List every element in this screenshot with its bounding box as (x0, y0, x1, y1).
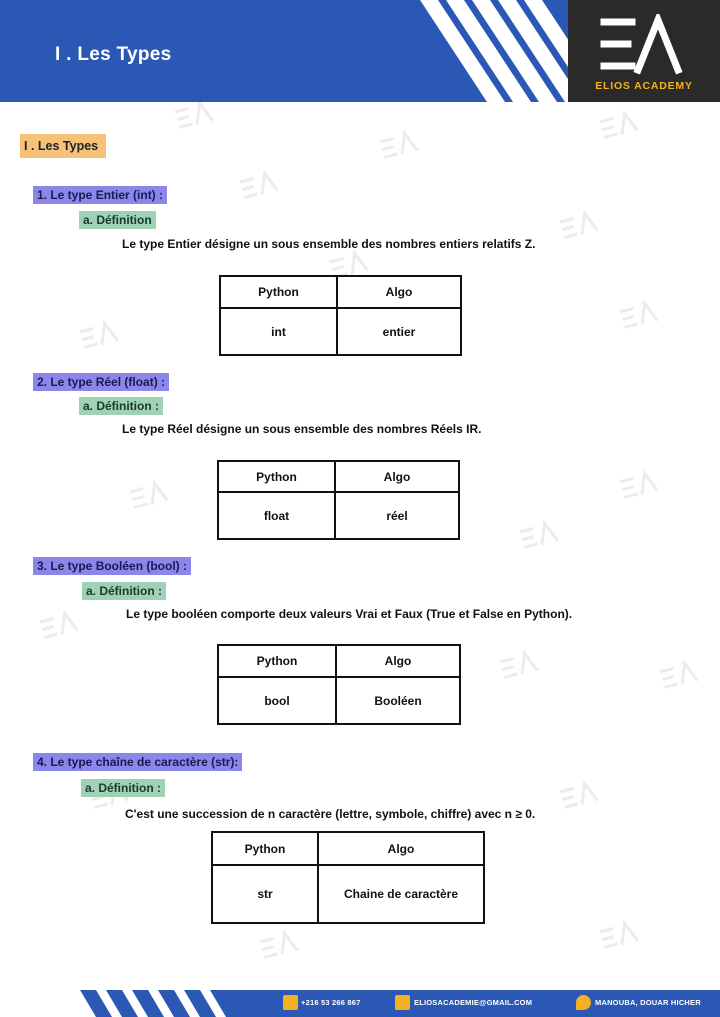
type-heading-bool: 3. Le type Booléen (bool) : (33, 557, 191, 575)
definition-label-float: a. Définition : (79, 397, 163, 415)
location-pin-icon (576, 995, 591, 1010)
page-title: I . Les Types (55, 44, 172, 65)
table-header-python: Python (220, 276, 337, 308)
brand-name: ELIOS ACADEMY (595, 80, 693, 92)
type-heading-str: 4. Le type chaîne de caractère (str): (33, 753, 242, 771)
table-cell-python: str (212, 865, 318, 923)
definition-label-int: a. Définition (79, 211, 156, 229)
mail-icon (395, 995, 410, 1010)
type-table-bool (217, 644, 461, 725)
type-table-float (217, 460, 460, 540)
table-cell-python: int (220, 308, 337, 355)
type-heading-float: 2. Le type Réel (float) : (33, 373, 169, 391)
definition-label-bool: a. Définition : (82, 582, 166, 600)
table-header-python: Python (218, 645, 336, 677)
footer-address: MANOUBA, DOUAR HICHER (595, 998, 701, 1007)
footer-stripe-area (0, 990, 280, 1017)
footer-stripes (0, 990, 280, 1017)
definition-label-str: a. Définition : (81, 779, 165, 797)
definition-text-str: C'est une succession de n caractère (lettre, symbole, chiffre) avec n ≥ 0. (125, 807, 536, 821)
phone-icon (283, 995, 298, 1010)
table-cell-python: float (218, 492, 335, 539)
footer-email: ELIOSACADEMIE@GMAIL.COM (414, 998, 533, 1007)
footer-phone: +216 53 266 867 (301, 998, 361, 1007)
page-header (0, 0, 720, 102)
table-cell-algo: Chaine de caractère (318, 865, 484, 923)
table-cell-algo: Booléen (336, 677, 460, 724)
section-title: I . Les Types (20, 134, 106, 158)
definition-text-int: Le type Entier désigne un sous ensemble des nombres entiers relatifs Z. (122, 237, 536, 251)
table-header-algo: Algo (318, 832, 484, 865)
table-cell-python: bool (218, 677, 336, 724)
type-table-int (219, 275, 462, 356)
table-cell-algo: réel (335, 492, 459, 539)
type-heading-int: 1. Le type Entier (int) : (33, 186, 167, 204)
elios-logo-icon (598, 14, 690, 76)
logo (568, 0, 720, 102)
page-footer (0, 990, 720, 1017)
table-header-python: Python (212, 832, 318, 865)
definition-text-float: Le type Réel désigne un sous ensemble des nombres Réels IR. (122, 422, 482, 436)
definition-text-bool: Le type booléen comporte deux valeurs Vrai et Faux (True et False en Python). (126, 607, 573, 621)
type-table-str (211, 831, 485, 924)
table-header-python: Python (218, 461, 335, 492)
table-header-algo: Algo (336, 645, 460, 677)
table-cell-algo: entier (337, 308, 461, 355)
table-header-algo: Algo (337, 276, 461, 308)
table-header-algo: Algo (335, 461, 459, 492)
